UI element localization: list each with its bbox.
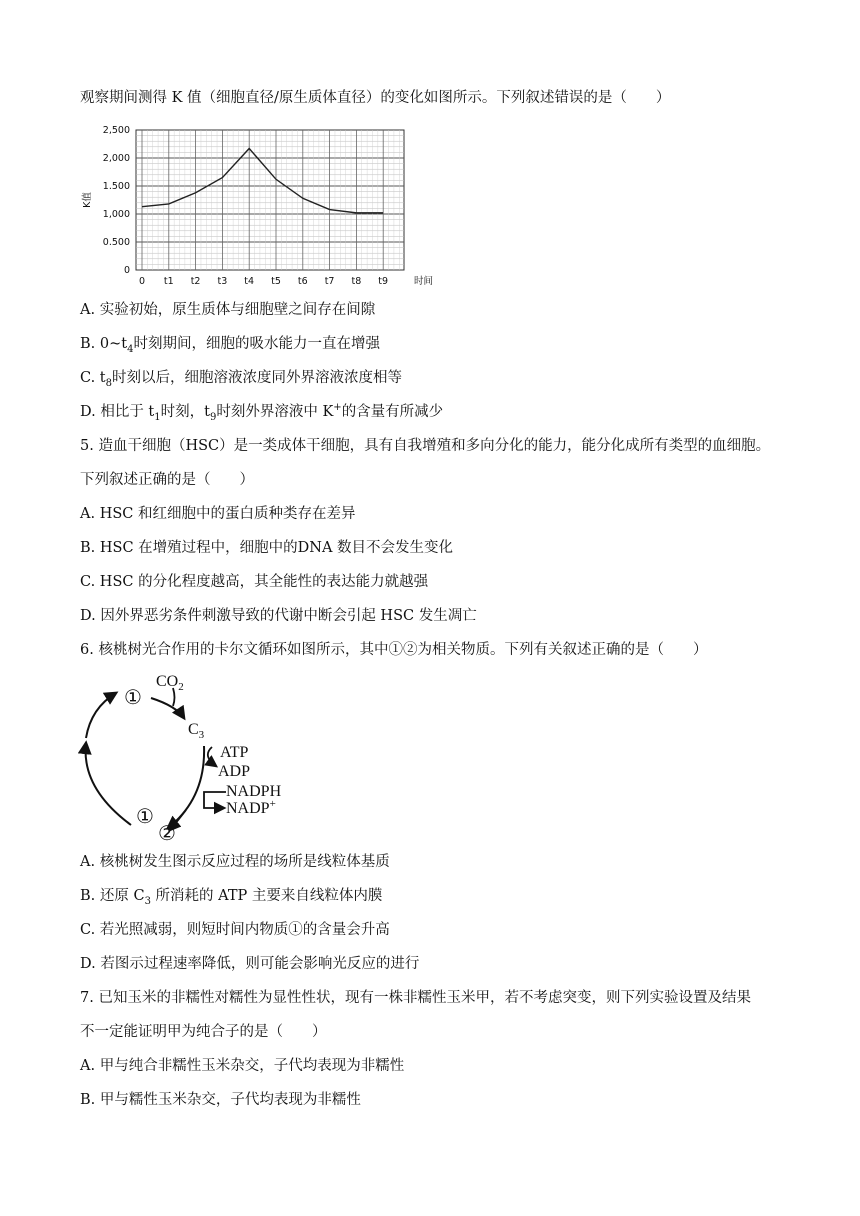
- q4-option-b: [80, 334, 380, 354]
- q5-option-a: A. HSC 和红细胞中的蛋白质种类存在差异: [80, 506, 356, 522]
- y-tick-label: 2,500: [102, 125, 130, 136]
- q4-option-c: [80, 368, 402, 388]
- arrow-to-c3: [151, 698, 184, 718]
- q6-option-d: D. 若图示过程速率降低，则可能会影响光反应的进行: [80, 956, 420, 972]
- nadp-label: [226, 798, 276, 817]
- x-tick-label: t8: [351, 276, 362, 287]
- co2-label: [156, 673, 184, 693]
- co2-text: CO: [156, 673, 179, 690]
- node-bottom-1: ①: [136, 806, 154, 828]
- q4-option-d-text4: 的含量有所减少: [341, 404, 444, 420]
- x-tick-label: t2: [190, 276, 201, 287]
- q4-option-d-text3: 时刻外界溶液中 K: [216, 404, 334, 420]
- q4-option-d-text: D. 相比于 t: [80, 404, 155, 420]
- q4-option-b-sub: 4: [127, 343, 134, 355]
- nadp-text: NADP: [226, 800, 270, 817]
- node-top-1: ①: [124, 687, 142, 709]
- x-axis-label: 时间: [414, 276, 434, 287]
- q5-stem-line2: 下列叙述正确的是（ ）: [80, 472, 254, 488]
- adp-label: ADP: [218, 763, 251, 780]
- y-axis-label: K值: [82, 192, 93, 208]
- y-tick-labels: [103, 125, 130, 276]
- k-value-line-chart: [80, 122, 440, 287]
- x-tick-label: 0: [138, 276, 146, 287]
- co2-sub: 2: [178, 681, 184, 693]
- y-tick-label: 2,000: [102, 153, 130, 164]
- q4-option-b-text2: 时刻期间，细胞的吸水能力一直在增强: [133, 336, 380, 352]
- q4-option-b-text: B. 0~t: [80, 336, 128, 352]
- q4-option-d-sub2: 9: [209, 411, 217, 423]
- cycle-arrow-upper-left: [86, 693, 116, 738]
- q4-option-d: [80, 402, 443, 422]
- q4-option-d-sub1: 1: [154, 411, 161, 423]
- x-tick-label: t9: [378, 276, 389, 287]
- q6-option-a: A. 核桃树发生图示反应过程的场所是线粒体基质: [80, 854, 390, 870]
- q5-option-c: C. HSC 的分化程度越高，其全能性的表达能力就越强: [80, 574, 429, 590]
- q7-option-a: A. 甲与纯合非糯性玉米杂交，子代均表现为非糯性: [80, 1058, 405, 1074]
- y-tick-label: 0.500: [102, 237, 130, 248]
- nadph-label: NADPH: [226, 783, 282, 800]
- x-tick-label: t4: [244, 276, 255, 287]
- x-tick-label: t7: [324, 276, 335, 287]
- c3-text: C: [188, 721, 199, 738]
- q5-option-d: D. 因外界恶劣条件刺激导致的代谢中断会引起 HSC 发生凋亡: [80, 608, 477, 624]
- q5-option-b: B. HSC 在增殖过程中，细胞中的DNA 数目不会发生变化: [80, 540, 454, 556]
- co2-input-arrow: [173, 688, 175, 706]
- atp-adp-arrow: [208, 747, 216, 766]
- q4-option-a: A. 实验初始，原生质体与细胞壁之间存在间隙: [80, 302, 376, 318]
- q4-option-c-text: C. t: [80, 370, 106, 386]
- q4-option-c-sub: 8: [105, 377, 112, 389]
- cycle-arrow-lower-left: [86, 743, 131, 825]
- y-tick-label: 1,000: [102, 209, 130, 220]
- x-tick-label: t3: [217, 276, 228, 287]
- y-tick-label: 0: [123, 265, 130, 276]
- q4-option-d-text2: 时刻，t: [160, 404, 210, 420]
- chart-grid: [136, 130, 404, 270]
- x-tick-label: t6: [297, 276, 308, 287]
- nadph-nadp-arrow: [204, 792, 226, 808]
- cycle-arrow-right: [168, 746, 204, 828]
- x-tick-label: t1: [163, 276, 174, 287]
- x-tick-labels: [139, 276, 388, 287]
- q6-option-b-sub: 3: [144, 895, 151, 907]
- q4-option-c-text2: 时刻以后，细胞溶液浓度同外界溶液浓度相等: [112, 370, 402, 386]
- atp-label: ATP: [220, 744, 249, 761]
- q4-stem: 观察期间测得 K 值（细胞直径/原生质体直径）的变化如图所示。下列叙述错误的是（ ）: [80, 90, 671, 106]
- c3-label: [188, 721, 205, 741]
- y-tick-label: 1.500: [102, 181, 130, 192]
- plot-frame: [136, 130, 404, 270]
- x-tick-label: t5: [271, 276, 281, 287]
- q5-stem-line1: 5. 造血干细胞（HSC）是一类成体干细胞，具有自我增殖和多向分化的能力，能分化成所有类型的血细胞。: [80, 438, 771, 454]
- q6-option-b-text2: 所消耗的 ATP 主要来自线粒体内膜: [150, 888, 383, 904]
- q6-option-c: C. 若光照减弱，则短时间内物质①的含量会升高: [80, 922, 390, 938]
- q6-option-b: [80, 886, 382, 906]
- q6-option-b-text: B. 还原 C: [80, 888, 145, 904]
- q7-stem-line2: 不一定能证明甲为纯合子的是（ ）: [80, 1024, 327, 1040]
- nadp-sup: +: [269, 798, 276, 810]
- c3-sub: 3: [198, 729, 205, 741]
- q7-stem-line1: 7. 已知玉米的非糯性对糯性为显性性状，现有一株非糯性玉米甲，若不考虑突变，则下列实验设置及结果: [80, 990, 751, 1006]
- q6-stem: 6. 核桃树光合作用的卡尔文循环如图所示，其中①②为相关物质。下列有关叙述正确的是（ ）: [80, 642, 708, 658]
- node-bottom-2: ②: [158, 823, 176, 845]
- q4-option-d-sup: +: [333, 402, 342, 414]
- q7-option-b: B. 甲与糯性玉米杂交，子代均表现为非糯性: [80, 1092, 361, 1108]
- calvin-cycle-diagram: [76, 668, 316, 848]
